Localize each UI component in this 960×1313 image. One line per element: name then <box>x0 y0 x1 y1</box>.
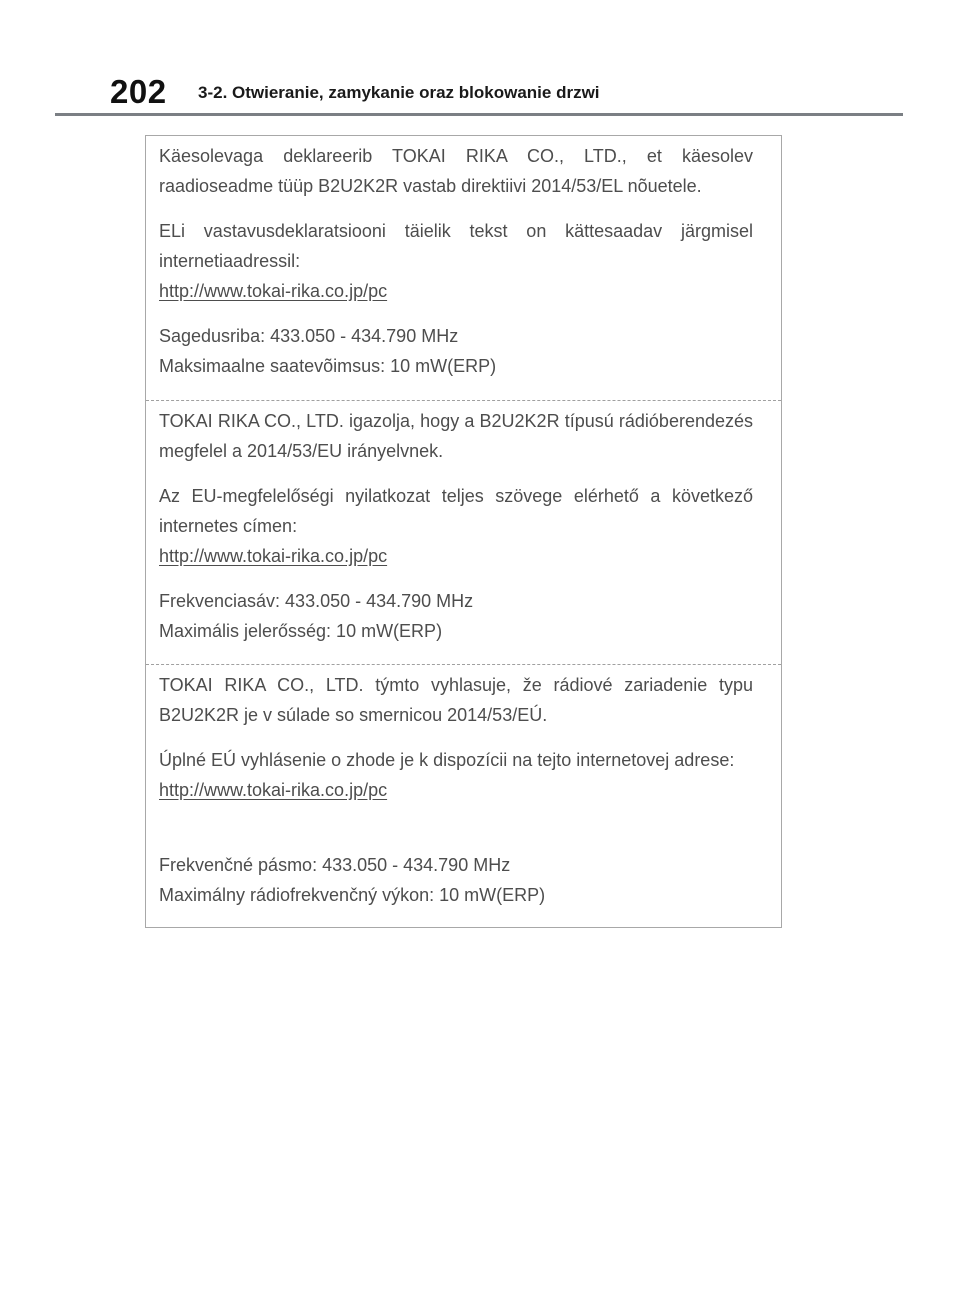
availability-text: Az EU-megfelelőségi nyilatkozat teljes szövege elérhető a következő internetes címen: <box>159 486 753 536</box>
max-power: Maksimaalne saatevõimsus: 10 mW(ERP) <box>159 356 497 376</box>
declaration-specs <box>159 586 753 646</box>
declaration-availability <box>159 745 753 805</box>
header-rule <box>55 113 903 116</box>
declaration-estonian <box>146 136 781 400</box>
declaration-statement: TOKAI RIKA CO., LTD. igazolja, hogy a B2U2K2R típusú rádióberendezés megfelel a 2014/53/EU irányelvnek. <box>159 411 753 461</box>
frequency-band: Frekvenčné pásmo: 433.050 - 434.790 MHz <box>159 855 511 875</box>
page-header <box>0 0 960 120</box>
declaration-url-link[interactable]: http://www.tokai-rika.co.jp/pc <box>159 546 388 566</box>
declaration-statement: Käesolevaga deklareerib TOKAI RIKA CO., LTD., et käesolev raadioseadme tüüp B2U2K2R vastab direktiivi 2014/53/EL nõuetele. <box>159 146 753 196</box>
declaration-hungarian <box>146 400 781 664</box>
availability-text: Úplné EÚ vyhlásenie o zhode je k dispozícii na tejto internetovej adrese: <box>159 750 735 770</box>
declaration-availability <box>159 216 753 306</box>
declaration-box <box>145 135 782 928</box>
declaration-slovak <box>146 664 781 927</box>
max-power: Maximális jelerősség: 10 mW(ERP) <box>159 621 443 641</box>
frequency-band: Frekvenciasáv: 433.050 - 434.790 MHz <box>159 591 474 611</box>
declaration-url-link[interactable]: http://www.tokai-rika.co.jp/pc <box>159 281 388 301</box>
section-title: 3-2. Otwieranie, zamykanie oraz blokowanie drzwi <box>198 83 600 102</box>
declaration-availability <box>159 481 753 571</box>
declaration-url-link[interactable]: http://www.tokai-rika.co.jp/pc <box>159 780 388 800</box>
page-number: 202 <box>110 73 167 110</box>
frequency-band: Sagedusriba: 433.050 - 434.790 MHz <box>159 326 459 346</box>
declaration-specs <box>159 850 753 910</box>
max-power: Maximálny rádiofrekvenčný výkon: 10 mW(ERP) <box>159 885 546 905</box>
declaration-specs <box>159 321 753 381</box>
availability-text: ELi vastavusdeklaratsiooni täielik tekst on kättesaadav järgmisel internetiaadressil: <box>159 221 753 271</box>
declaration-statement: TOKAI RIKA CO., LTD. týmto vyhlasuje, že rádiové zariadenie typu B2U2K2R je v súlade so smernicou 2014/53/EÚ. <box>159 675 753 725</box>
